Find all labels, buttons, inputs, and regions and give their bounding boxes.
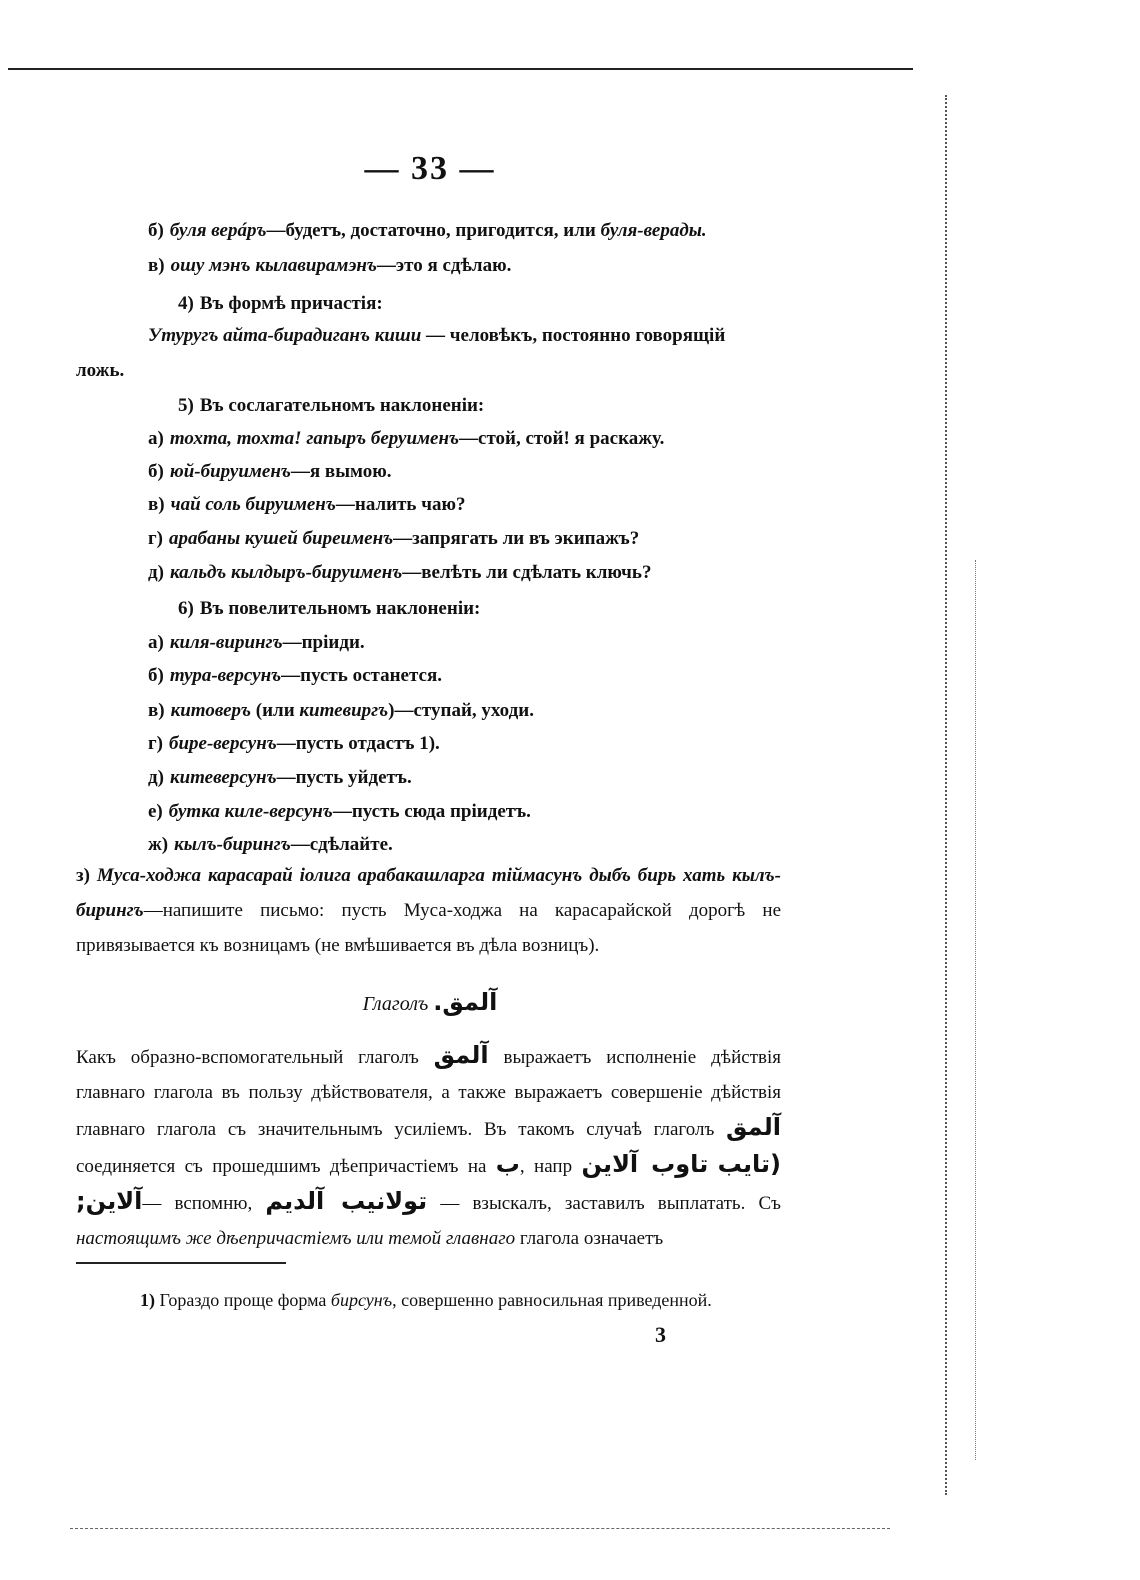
main-paragraph bbox=[76, 1038, 781, 1256]
line-mark: г) bbox=[148, 528, 163, 549]
example-line bbox=[148, 700, 534, 722]
para-arabic-4: تاوب آلاين bbox=[581, 1150, 709, 1178]
line-italic: юй-бируименъ bbox=[169, 461, 291, 482]
example-line bbox=[148, 632, 365, 654]
item-z-italic: Муса-ходжа карасарай іолига арабакашларга тіймасунъ дыбъ бирь хать кылъ-бирингъ bbox=[76, 865, 782, 921]
para-text-7: — взыскалъ, заставилъ выплатать. Съ bbox=[427, 1193, 781, 1214]
page-edge-dots-2 bbox=[975, 560, 976, 1460]
line-text: —налить чаю? bbox=[335, 494, 466, 515]
line-text: —запрягать ли въ экипажъ? bbox=[393, 528, 640, 549]
footnote-rule bbox=[76, 1262, 286, 1264]
line-mark: 5) bbox=[178, 395, 194, 416]
top-rule bbox=[8, 68, 913, 70]
line-text: (или bbox=[251, 700, 300, 721]
line-mark: 4) bbox=[178, 293, 194, 314]
line-mark: а) bbox=[148, 632, 164, 653]
para-text-1: Какъ образно-вспомогательный глаголъ bbox=[76, 1047, 434, 1068]
line-mark: д) bbox=[148, 767, 164, 788]
example-line bbox=[148, 834, 393, 856]
line-italic: кылъ-бирингъ bbox=[174, 834, 291, 855]
line-mark: б) bbox=[148, 220, 164, 241]
line-text: Въ повелительномъ наклоненіи: bbox=[199, 598, 481, 619]
page-number-bottom: 3 bbox=[655, 1322, 666, 1347]
footnote bbox=[140, 1290, 712, 1311]
line-mark: а) bbox=[148, 428, 164, 449]
line-text: —велѣть ли сдѣлать ключь? bbox=[402, 562, 652, 583]
example-line bbox=[148, 528, 639, 550]
example-line bbox=[148, 494, 465, 516]
para-arabic-2: آلمق bbox=[726, 1113, 781, 1141]
line-mark: ж) bbox=[148, 834, 169, 855]
section-heading bbox=[0, 988, 860, 1016]
para-arabic-1: آلمق bbox=[433, 1041, 489, 1069]
para-text-3: соединяется съ прошедшимъ дѣепричастіемъ на bbox=[76, 1156, 496, 1177]
line-text: ложь. bbox=[76, 360, 125, 381]
line-italic: киля-вирингъ bbox=[169, 632, 283, 653]
line-italic: тура-версунъ bbox=[169, 665, 282, 686]
example-line bbox=[148, 255, 511, 277]
line-mark: 6) bbox=[178, 598, 194, 619]
line-text: —пусть сюда пріидетъ. bbox=[332, 801, 531, 822]
example-line bbox=[148, 562, 651, 584]
line-italic: китоверъ bbox=[170, 700, 252, 721]
line-text: —я вымою. bbox=[290, 461, 392, 482]
line-text-2: )—ступай, уходи. bbox=[388, 700, 534, 721]
line-text: — человѣкъ, постоянно говорящій bbox=[421, 325, 726, 346]
heading-word: Глаголъ bbox=[362, 993, 429, 1015]
line-italic: ошу мэнъ кылавирамэнъ bbox=[170, 255, 377, 276]
line-text: —пріиди. bbox=[282, 632, 365, 653]
line-italic: буля верáръ bbox=[169, 220, 267, 241]
example-line bbox=[148, 665, 442, 687]
line-text: —пусть уйдетъ. bbox=[276, 767, 412, 788]
footnote-mark: 1) bbox=[140, 1290, 155, 1310]
para-italic-1: настоящимъ же дѣепричастіемъ или темой главнаго bbox=[76, 1228, 516, 1249]
line-mark: б) bbox=[148, 665, 164, 686]
line-mark: д) bbox=[148, 562, 164, 583]
footnote-italic: бирсунъ bbox=[330, 1290, 393, 1310]
line-italic-2: китевиргъ bbox=[299, 700, 389, 721]
line-italic: Утуругъ айта-бирадиганъ киши bbox=[148, 325, 422, 346]
page-number-top: — 33 — bbox=[364, 150, 496, 187]
example-line bbox=[148, 325, 725, 347]
line-text: —стой, стой! я раскажу. bbox=[459, 428, 665, 449]
line-italic: тохта, тохта! гапыръ беруименъ bbox=[169, 428, 460, 449]
heading-arabic: آلمق. bbox=[433, 988, 498, 1016]
line-text: Въ сослагательномъ наклоненіи: bbox=[199, 395, 485, 416]
line-mark: б) bbox=[148, 461, 164, 482]
example-line bbox=[148, 461, 392, 483]
bottom-rule bbox=[70, 1528, 890, 1529]
example-line bbox=[178, 395, 484, 417]
item-z bbox=[76, 858, 781, 963]
para-text-8: глагола означаетъ bbox=[515, 1228, 664, 1249]
footnote-text: Гораздо проще форма bbox=[159, 1290, 331, 1310]
line-italic: китеверсунъ bbox=[169, 767, 277, 788]
line-mark: в) bbox=[148, 494, 165, 515]
line-italic: бутка киле-версунъ bbox=[168, 801, 333, 822]
example-line bbox=[76, 360, 124, 382]
page-edge-dots bbox=[945, 95, 947, 1495]
example-line bbox=[148, 220, 707, 242]
line-text: —пусть останется. bbox=[281, 665, 442, 686]
para-text-5 bbox=[708, 1156, 717, 1177]
example-line bbox=[178, 598, 480, 620]
line-italic: арабаны кушей биреименъ bbox=[168, 528, 394, 549]
item-z-mark: з) bbox=[76, 865, 90, 886]
line-text: —сдѣлайте. bbox=[290, 834, 393, 855]
line-mark: е) bbox=[148, 801, 163, 822]
example-line bbox=[148, 733, 440, 755]
example-line bbox=[178, 293, 383, 315]
line-text: —будетъ, достаточно, пригодится, или bbox=[266, 220, 601, 241]
example-line bbox=[148, 801, 531, 823]
para-text-6: — вспомню, bbox=[142, 1193, 266, 1214]
item-z-rest: —напишите письмо: пусть Муса-ходжа на карасарайской дорогѣ не привязывается къ возницамъ (не вмѣшивается въ дѣла возницъ). bbox=[76, 900, 781, 956]
line-italic: чай соль бируименъ bbox=[170, 494, 336, 515]
line-mark: в) bbox=[148, 255, 165, 276]
para-arabic-6: تولانيب آلديم bbox=[265, 1187, 428, 1215]
para-text-2: выражаетъ исполненіе дѣйствія главнаго глагола въ пользу дѣйствователя, а также выражаетъ совершеніе дѣйствія главнаго глагола съ значительнымъ усиліемъ. Въ такомъ случаѣ глаголъ bbox=[76, 1047, 781, 1140]
para-arabic-5: (تايب آلاين; bbox=[76, 1150, 781, 1215]
line-italic: кальдъ кылдыръ-бируименъ bbox=[169, 562, 403, 583]
line-mark: г) bbox=[148, 733, 163, 754]
line-mark: в) bbox=[148, 700, 165, 721]
para-arabic-3: ب bbox=[495, 1150, 520, 1178]
line-text: —пусть отдастъ 1). bbox=[276, 733, 440, 754]
line-text: Въ формѣ причастія: bbox=[199, 293, 383, 314]
para-text-4: , напр bbox=[519, 1156, 582, 1177]
line-italic-2: буля-верады. bbox=[600, 220, 707, 241]
line-italic: бире-версунъ bbox=[168, 733, 277, 754]
line-text: —это я сдѣлаю. bbox=[376, 255, 512, 276]
footnote-rest: , совершенно равносильная приведенной. bbox=[392, 1290, 712, 1310]
example-line bbox=[148, 428, 664, 450]
example-line bbox=[148, 767, 412, 789]
